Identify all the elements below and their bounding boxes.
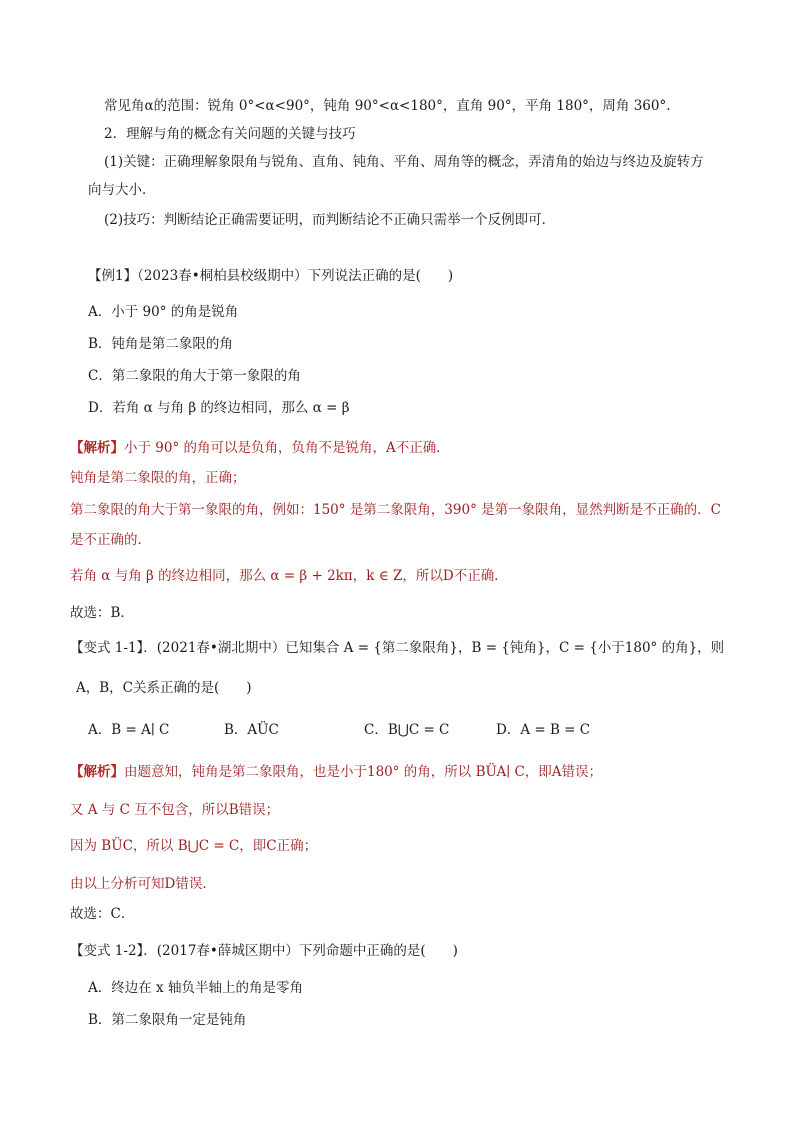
- analysis-line: 又 A 与 C 互不包含，所以B错误；: [70, 802, 280, 818]
- analysis-line: 第二象限的角大于第一象限的角，例如：150° 是第二象限角，390° 是第一象限角，显然判断是不正确的．C: [70, 502, 721, 518]
- option-b: B．AÜC: [224, 722, 279, 738]
- option-b: B．第二象限角一定是钝角: [88, 1012, 247, 1028]
- variant-question: 【变式 1-2】．(2017春•薛城区期中）下列命题中正确的是( ): [70, 943, 458, 959]
- option-d: D．若角 α 与角 β 的终边相同，那么 α = β: [88, 400, 350, 416]
- option-a: A．小于 90° 的角是锐角: [88, 304, 239, 320]
- text-line: 2．理解与角的概念有关问题的关键与技巧: [104, 126, 356, 142]
- option-c: C．B⋃C = C: [364, 722, 450, 738]
- option-c: C．第二象限的角大于第一象限的角: [88, 368, 301, 384]
- analysis-line: 【解析】小于 90° 的角可以是负角，负角不是锐角，A不正确．: [70, 440, 450, 456]
- text-line: (1)关键：正确理解象限角与锐角、直角、钝角、平角、周角等的概念，弄清角的始边与终边及旋转方: [104, 154, 704, 170]
- option-b: B．钝角是第二象限的角: [88, 336, 233, 352]
- analysis-line: 【解析】由题意知，钝角是第二象限角，也是小于180° 的角，所以 BÜA∣ C，即A错误；: [70, 764, 603, 780]
- text-line: 向与大小．: [88, 182, 156, 198]
- text-line: (2)技巧：判断结论正确需要证明，而判断结论不正确只需举一个反例即可．: [104, 212, 556, 228]
- analysis-line: 是不正确的．: [70, 532, 151, 548]
- answer: 故选：B．: [70, 605, 134, 621]
- analysis-line: 由以上分析可知D错误．: [70, 876, 216, 892]
- option-d: D．A = B = C: [496, 722, 591, 738]
- analysis-label: 【解析】: [70, 440, 124, 456]
- analysis-line: 若角 α 与角 β 的终边相同，那么 α = β + 2kπ，k ∈ Z，所以D不正确．: [70, 568, 508, 584]
- analysis-label: 【解析】: [70, 764, 124, 780]
- variant-question-cont: A，B，C关系正确的是( ): [76, 680, 252, 696]
- example-question: 【例1】（2023春•桐柏县校级期中）下列说法正确的是( ): [88, 268, 454, 284]
- analysis-line: 钝角是第二象限的角，正确；: [70, 470, 246, 486]
- option-a: A．B = A∣ C: [88, 722, 170, 738]
- answer: 故选：C．: [70, 906, 135, 922]
- text-line: 常见角α的范围：锐角 0°<α<90°，钝角 90°<α<180°，直角 90°，平角 180°，周角 360°.: [104, 98, 671, 114]
- option-a: A．终边在 x 轴负半轴上的角是零角: [88, 980, 303, 996]
- variant-question: 【变式 1-1】．(2021春•湖北期中）已知集合 A = {第二象限角}，B = {钝角}，C = {小于180° 的角}，则: [70, 640, 725, 656]
- analysis-line: 因为 BÜC，所以 B⋃C = C，即C正确；: [70, 838, 318, 854]
